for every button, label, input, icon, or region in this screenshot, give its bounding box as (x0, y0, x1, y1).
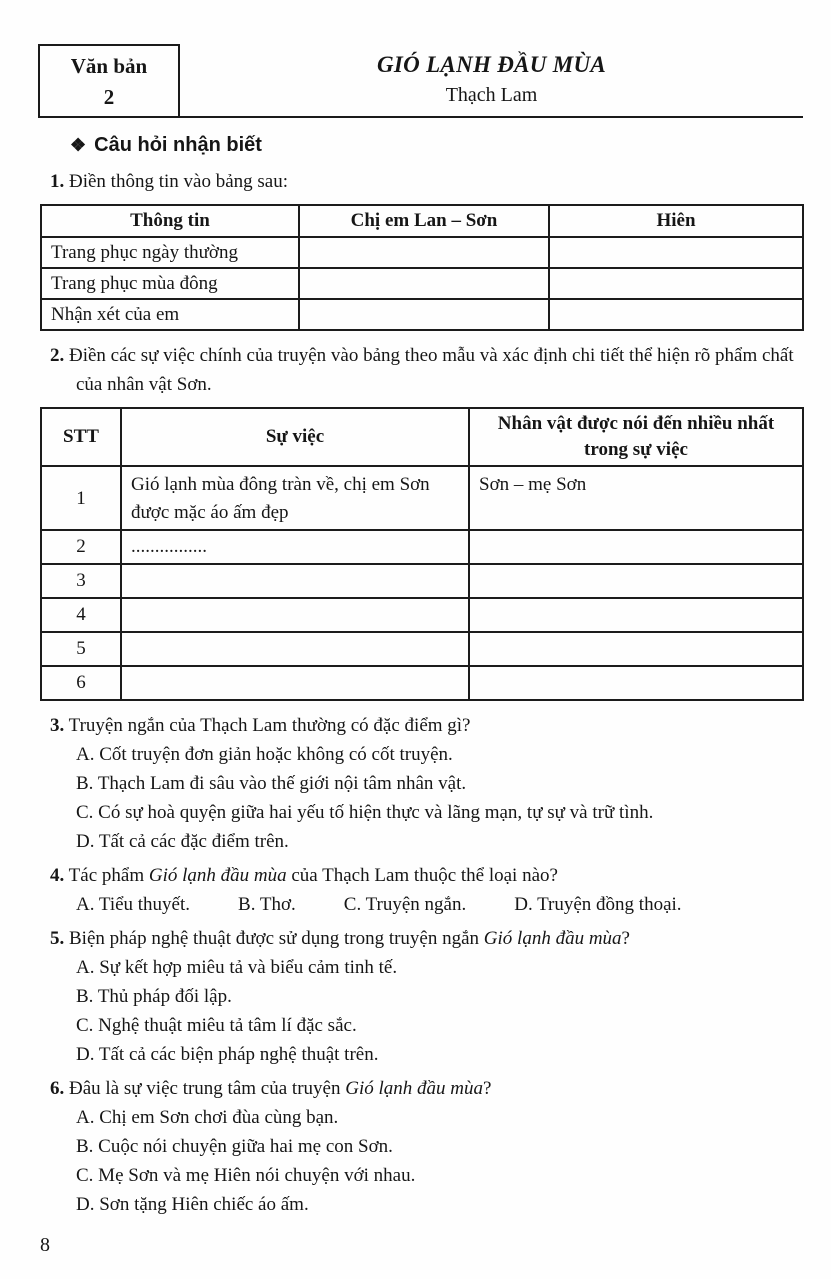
question-5-options (50, 953, 803, 1069)
event-cell (121, 632, 469, 666)
lesson-number-box (38, 44, 180, 116)
question-text: Điền thông tin vào bảng sau: (69, 171, 288, 192)
option-b: B. Thủ pháp đối lập. (76, 986, 232, 1007)
option-b: B. Thạch Lam đi sâu vào thế giới nội tâm nhân vật. (76, 773, 467, 794)
empty-cell (549, 299, 803, 330)
option-b: B. Thơ. (238, 894, 296, 915)
question-2 (50, 341, 803, 399)
question-text-pre: Đâu là sự việc trung tâm của truyện (69, 1078, 346, 1099)
event-cell: Gió lạnh mùa đông tràn về, chị em Sơn được mặc áo ấm đẹp (121, 466, 469, 530)
question-text: Điền các sự việc chính của truyện vào bảng theo mẫu và xác định chi tiết thể hiện rõ phẩm chất của nhân vật Sơn. (69, 345, 794, 395)
event-cell: ................ (121, 530, 469, 564)
empty-cell (299, 299, 549, 330)
stt-cell: 5 (41, 632, 121, 666)
character-cell (469, 564, 803, 598)
column-header: Chị em Lan – Sơn (299, 205, 549, 237)
question-text-post: ? (482, 1078, 492, 1099)
stt-cell: 1 (41, 466, 121, 530)
work-title: Gió lạnh đầu mùa (483, 928, 622, 949)
option-c: C. Mẹ Sơn và mẹ Hiên nói chuyện với nhau. (76, 1165, 416, 1186)
diamond-icon: ❖ (70, 135, 87, 155)
question-3-text (50, 711, 803, 740)
option-a: A. Chị em Sơn chơi đùa cùng bạn. (76, 1107, 339, 1128)
work-title: Gió lạnh đầu mùa (345, 1078, 483, 1099)
question-6 (50, 1074, 803, 1219)
work-title: Gió lạnh đầu mùa (148, 865, 287, 886)
question-3-options (50, 740, 803, 856)
question-4-options (50, 890, 803, 919)
option-a: A. Sự kết hợp miêu tả và biểu cảm tinh tế. (76, 957, 398, 978)
question-4-text (50, 861, 803, 890)
event-cell (121, 564, 469, 598)
question-text: Truyện ngắn của Thạch Lam thường có đặc điểm gì? (68, 715, 471, 736)
lesson-title-block (180, 44, 803, 116)
table-row (41, 268, 803, 299)
event-cell (121, 666, 469, 700)
table-row (41, 466, 803, 530)
row-label: Trang phục ngày thường (41, 237, 299, 268)
section-heading (70, 134, 803, 157)
stt-cell: 3 (41, 564, 121, 598)
row-label: Nhận xét của em (41, 299, 299, 330)
column-header: STT (41, 408, 121, 466)
question-text-post: của Thạch Lam thuộc thể loại nào? (286, 865, 558, 886)
column-header: Sự việc (121, 408, 469, 466)
lesson-label: Văn bản (70, 54, 148, 78)
option-a: A. Tiểu thuyết. (76, 894, 191, 915)
lesson-title: GIÓ LẠNH ĐẦU MÙA (376, 52, 607, 77)
lesson-header (38, 44, 803, 118)
info-table-header-row (41, 205, 803, 237)
question-6-text (50, 1074, 803, 1103)
column-header: Nhân vật được nói đến nhiều nhất trong sự việc (469, 408, 803, 466)
lesson-author: Thạch Lam (445, 84, 538, 106)
lesson-number: 2 (103, 85, 115, 109)
table-row (41, 666, 803, 700)
column-header: Hiên (549, 205, 803, 237)
empty-cell (299, 237, 549, 268)
question-number: 4. (50, 865, 65, 886)
page-number: 8 (40, 1234, 50, 1256)
character-cell (469, 598, 803, 632)
option-c: C. Có sự hoà quyện giữa hai yếu tố hiện thực và lãng mạn, tự sự và trữ tình. (76, 802, 654, 823)
character-cell (469, 632, 803, 666)
question-4 (50, 861, 803, 919)
option-d: D. Sơn tặng Hiên chiếc áo ấm. (76, 1194, 309, 1215)
option-d: D. Tất cả các đặc điểm trên. (76, 831, 289, 852)
option-c: C. Truyện ngắn. (343, 894, 467, 915)
option-b: B. Cuộc nói chuyện giữa hai mẹ con Sơn. (76, 1136, 393, 1157)
option-a: A. Cốt truyện đơn giản hoặc không có cốt truyện. (76, 744, 453, 765)
stt-cell: 2 (41, 530, 121, 564)
table-row (41, 632, 803, 666)
question-number: 5. (50, 928, 65, 949)
question-text-pre: Biện pháp nghệ thuật được sử dụng trong truyện ngắn (69, 928, 484, 949)
section-heading-label: Câu hỏi nhận biết (94, 134, 262, 156)
stt-cell: 4 (41, 598, 121, 632)
question-5 (50, 924, 803, 1069)
info-table (40, 204, 804, 331)
empty-cell (549, 237, 803, 268)
option-c: C. Nghệ thuật miêu tả tâm lí đặc sắc. (76, 1015, 357, 1036)
empty-cell (299, 268, 549, 299)
option-d: D. Tất cả các biện pháp nghệ thuật trên. (76, 1044, 379, 1065)
character-cell: Sơn – mẹ Sơn (469, 466, 803, 530)
row-label: Trang phục mùa đông (41, 268, 299, 299)
question-3 (50, 711, 803, 856)
question-number: 1. (50, 171, 65, 192)
option-d: D. Truyện đồng thoại. (514, 894, 682, 915)
event-cell (121, 598, 469, 632)
character-cell (469, 666, 803, 700)
stt-cell: 6 (41, 666, 121, 700)
column-header: Thông tin (41, 205, 299, 237)
question-text-post: ? (621, 928, 630, 949)
table-row (41, 530, 803, 564)
events-table-header-row (41, 408, 803, 466)
table-row (41, 237, 803, 268)
question-1-text (50, 167, 803, 196)
question-number: 6. (50, 1078, 65, 1099)
table-row (41, 299, 803, 330)
question-number: 2. (50, 345, 65, 366)
question-number: 3. (50, 715, 65, 736)
events-table (40, 407, 804, 701)
question-6-options (50, 1103, 803, 1219)
empty-cell (549, 268, 803, 299)
table-row (41, 564, 803, 598)
table-row (41, 598, 803, 632)
character-cell (469, 530, 803, 564)
question-2-text (50, 341, 803, 399)
question-text-pre: Tác phẩm (68, 865, 149, 886)
question-1 (50, 167, 803, 196)
question-5-text (50, 924, 803, 953)
